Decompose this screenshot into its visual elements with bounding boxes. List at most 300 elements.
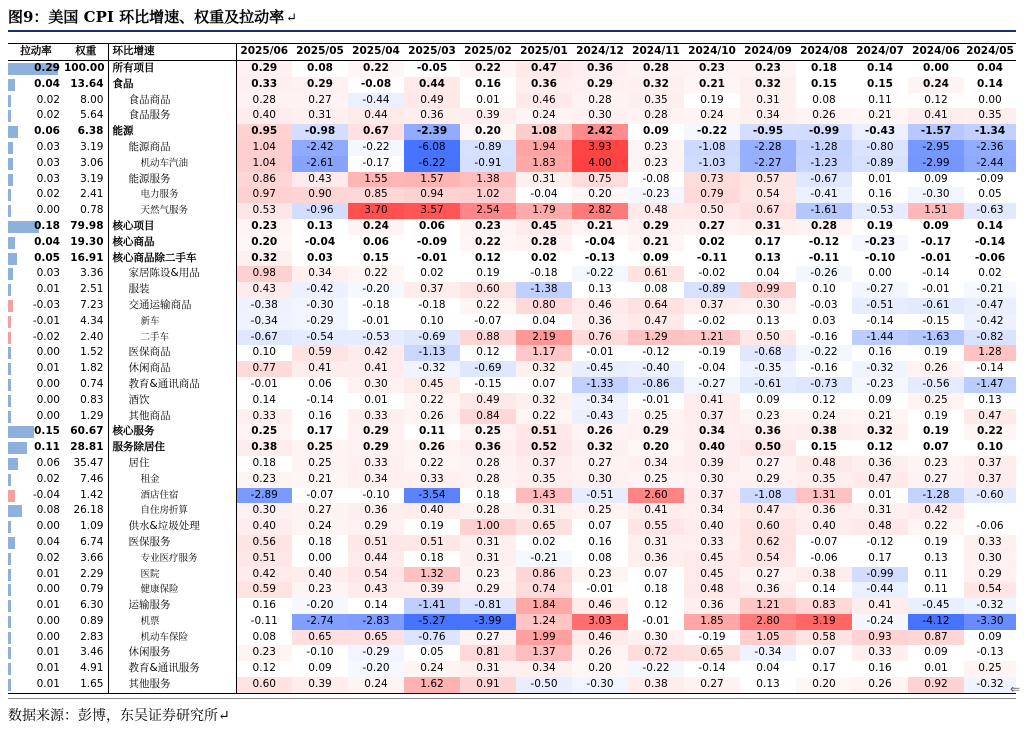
item-label: 核心商品	[108, 235, 236, 251]
mom-value-cell: 0.94	[404, 187, 460, 203]
mom-value-cell: 0.36	[460, 440, 516, 456]
mom-value-cell: 0.24	[516, 108, 572, 124]
mom-value-cell: 0.33	[852, 645, 908, 661]
contribution-cell	[8, 377, 64, 393]
mom-value-cell: 0.10	[977, 441, 1003, 454]
mom-value-cell: 0.03	[307, 251, 333, 264]
mom-value-cell: 0.65	[292, 630, 348, 646]
mom-value-cell: -0.02	[698, 314, 726, 327]
mom-value-cell: 2.82	[572, 203, 628, 219]
mom-value-cell: 0.23	[684, 61, 740, 77]
mom-value-cell: -0.14	[976, 362, 1004, 375]
mom-value-cell: 0.09	[924, 646, 948, 659]
item-label: 食品商品	[108, 93, 236, 109]
mom-value-cell: 1.83	[516, 156, 572, 172]
mom-value-cell: 0.41	[292, 361, 348, 377]
mom-value-cell: -0.01	[642, 393, 670, 406]
mom-value-cell: 0.91	[460, 677, 516, 693]
column-header: 2024/11	[628, 44, 684, 61]
mom-value-cell: 0.44	[348, 108, 404, 124]
contribution-value: 0.02	[36, 109, 60, 122]
mom-value-cell: 3.57	[404, 203, 460, 219]
mom-value-cell: 0.22	[404, 456, 460, 472]
mom-value-cell: 0.00	[923, 62, 949, 74]
mom-value-cell: 1.85	[684, 614, 740, 630]
mom-value-cell: 0.12	[644, 599, 668, 612]
table-row	[8, 298, 1016, 314]
mom-value-cell: 0.51	[404, 535, 460, 551]
mom-value-cell: 0.52	[516, 440, 572, 456]
mom-value-cell: -0.22	[572, 266, 628, 282]
item-label: 其他商品	[108, 409, 236, 425]
mom-value-cell: -0.96	[292, 203, 348, 219]
source-note: 数据来源：彭博，东吴证券研究所↵	[8, 708, 230, 724]
weight-cell: 35.47	[64, 456, 108, 472]
contribution-value: 0.03	[36, 267, 60, 280]
mom-value-cell: 0.07	[588, 520, 612, 533]
table-row	[8, 393, 1016, 409]
mom-value-cell: 0.14	[977, 219, 1003, 232]
weight-cell: 26.18	[64, 503, 108, 519]
mom-value-cell: -0.30	[908, 187, 964, 203]
mom-value-cell: 0.08	[812, 93, 836, 106]
contribution-value: 0.02	[36, 188, 60, 201]
weight-cell: 1.42	[64, 488, 108, 504]
mom-value-cell: 0.45	[404, 377, 460, 393]
mom-value-cell: -0.98	[292, 124, 348, 140]
mom-value-cell: -3.54	[404, 488, 460, 504]
mom-value-cell: 0.54	[740, 187, 796, 203]
contribution-bar	[8, 237, 15, 249]
mom-value-cell: 2.19	[516, 330, 572, 346]
mom-value-cell: 0.28	[236, 93, 292, 109]
mom-value-cell: -1.41	[404, 598, 460, 614]
mom-value-cell: -0.03	[810, 298, 838, 311]
mom-value-cell: -0.19	[698, 630, 726, 643]
mom-value-cell: 0.39	[684, 456, 740, 472]
mom-value-cell: 3.19	[796, 614, 852, 630]
mom-value-cell: -0.16	[810, 362, 838, 375]
figure-title: 图9：美国 CPI 环比增速、权重及拉动率 ↵	[8, 8, 298, 26]
item-label: 服务除居住	[108, 440, 236, 456]
mom-value-cell: 0.31	[460, 661, 516, 677]
mom-value-cell: 0.30	[740, 298, 796, 314]
mom-value-cell: 0.29	[628, 424, 684, 440]
mom-value-cell: 1.84	[516, 598, 572, 614]
mom-value-cell: 0.31	[460, 551, 516, 567]
mom-value-cell: 0.42	[908, 503, 964, 519]
edge-arrow-icon: ⇐	[1009, 682, 1020, 696]
contribution-value: -0.02	[32, 330, 60, 343]
mom-value-cell: 0.27	[292, 93, 348, 109]
mom-value-cell: 0.17	[307, 425, 333, 438]
contribution-cell	[8, 140, 64, 156]
mom-value-cell: 0.21	[852, 108, 908, 124]
mom-value-cell: 0.41	[852, 598, 908, 614]
mom-value-cell: -0.11	[808, 251, 840, 264]
mom-value-cell: 0.11	[924, 583, 948, 596]
mom-value-cell: 0.06	[419, 219, 445, 232]
mom-value-cell: -0.01	[416, 251, 448, 264]
mom-value-cell: 0.40	[684, 440, 740, 456]
contribution-cell	[8, 235, 64, 251]
mom-value-cell: 0.13	[978, 393, 1002, 406]
mom-value-cell: 0.16	[868, 662, 892, 675]
contribution-bar	[8, 142, 13, 154]
mom-value-cell: 0.37	[404, 282, 460, 298]
mom-value-cell: 0.24	[684, 108, 740, 124]
mom-value-cell: -0.13	[584, 251, 616, 264]
mom-value-cell: 0.33	[684, 535, 740, 551]
mom-value-cell: 1.21	[740, 598, 796, 614]
mom-value-cell: -0.06	[810, 551, 838, 564]
item-label: 食品服务	[108, 108, 236, 124]
contribution-bar	[8, 679, 11, 691]
contribution-value: 0.08	[36, 504, 60, 517]
weight-cell: 3.36	[64, 266, 108, 282]
title-rule	[8, 30, 1016, 32]
mom-value-cell: -0.56	[908, 377, 964, 393]
mom-value-cell: 4.00	[572, 156, 628, 172]
mom-value-cell: -2.39	[404, 124, 460, 140]
mom-value-cell: 1.79	[516, 203, 572, 219]
mom-value-cell: -0.10	[362, 488, 390, 501]
item-label: 其他服务	[108, 677, 236, 693]
contribution-value: 0.15	[34, 425, 60, 438]
contribution-cell	[8, 187, 64, 203]
mom-value-cell: -0.99	[852, 567, 908, 583]
weight-cell: 3.66	[64, 551, 108, 567]
mom-value-cell: -0.35	[740, 361, 796, 377]
column-header: 2024/08	[796, 44, 852, 61]
mom-value-cell: 0.40	[684, 519, 740, 535]
mom-value-cell: -0.22	[796, 345, 852, 361]
mom-value-cell: 0.14	[364, 599, 388, 612]
mom-value-cell: 0.22	[348, 61, 404, 77]
contribution-value: 0.00	[36, 377, 60, 390]
mom-value-cell: 1.32	[404, 567, 460, 583]
mom-value-cell: -0.11	[696, 251, 728, 264]
mom-value-cell: 0.13	[588, 283, 612, 296]
item-label: 健康保险	[108, 582, 236, 598]
mom-value-cell: 0.31	[740, 219, 796, 235]
mom-value-cell: -1.28	[796, 140, 852, 156]
table-row	[8, 488, 1016, 504]
item-label: 居住	[108, 456, 236, 472]
mom-value-cell: 0.29	[460, 582, 516, 598]
mom-value-cell: 0.01	[476, 93, 500, 106]
mom-value-cell: 0.19	[924, 346, 948, 359]
mom-value-cell: 0.28	[460, 456, 516, 472]
mom-value-cell: 0.65	[348, 630, 404, 646]
mom-value-cell: -0.10	[306, 646, 334, 659]
contribution-cell	[8, 630, 64, 646]
mom-value-cell: 0.29	[572, 77, 628, 93]
mom-value-cell: -2.83	[348, 614, 404, 630]
mom-value-cell: -0.61	[740, 377, 796, 393]
mom-value-cell: 0.09	[868, 393, 892, 406]
contribution-bar	[8, 521, 11, 533]
mom-value-cell: -0.53	[852, 203, 908, 219]
mom-value-cell: 1.05	[740, 630, 796, 646]
contribution-bar	[8, 205, 11, 217]
mom-value-cell: 1.21	[684, 330, 740, 346]
mom-value-cell: -0.82	[964, 330, 1016, 346]
contribution-value: 0.06	[34, 125, 60, 138]
weight-cell: 79.98	[64, 219, 108, 235]
mom-value-cell: 0.47	[964, 409, 1016, 425]
contribution-value: 0.11	[34, 441, 60, 454]
mom-value-cell: 0.36	[628, 551, 684, 567]
contribution-bar	[8, 347, 11, 359]
item-label: 医院	[108, 567, 236, 583]
mom-value-cell: 0.04	[532, 314, 556, 327]
mom-value-cell: 0.95	[236, 124, 292, 140]
contribution-value: -0.04	[32, 488, 60, 501]
contribution-value: 0.01	[36, 362, 60, 375]
mom-value-cell: 0.09	[756, 393, 780, 406]
mom-value-cell: 0.92	[908, 677, 964, 693]
mom-value-cell: -0.32	[404, 361, 460, 377]
mom-value-cell: 0.46	[572, 298, 628, 314]
mom-value-cell: 0.02	[532, 535, 556, 548]
mom-value-cell: -0.18	[530, 267, 558, 280]
mom-value-cell: 0.22	[404, 393, 460, 409]
mom-value-cell: -0.89	[852, 156, 908, 172]
item-label: 家居陈设&用品	[108, 266, 236, 282]
mom-value-cell: -0.14	[866, 314, 894, 327]
mom-value-cell: 0.46	[572, 598, 628, 614]
mom-value-cell: 0.19	[924, 535, 948, 548]
mom-value-cell: 0.36	[740, 582, 796, 598]
mom-value-cell: 0.73	[684, 172, 740, 188]
mom-value-cell: 0.13	[755, 251, 781, 264]
mom-value-cell: 0.28	[628, 61, 684, 77]
mom-value-cell: -0.34	[740, 645, 796, 661]
mom-value-cell: 2.54	[460, 203, 516, 219]
weight-cell: 2.83	[64, 630, 108, 646]
contribution-cell	[8, 93, 64, 109]
weight-cell: 0.74	[64, 377, 108, 393]
cpi-table-wrapper	[8, 43, 1016, 694]
contribution-bar	[8, 253, 17, 265]
mom-value-cell: 0.79	[684, 187, 740, 203]
contribution-bar	[8, 505, 22, 517]
mom-value-cell: 0.37	[684, 298, 740, 314]
contribution-cell	[8, 298, 64, 314]
mom-value-cell: 3.70	[348, 203, 404, 219]
weight-cell: 7.46	[64, 472, 108, 488]
mom-value-cell: 0.32	[852, 424, 908, 440]
mom-value-cell: -0.34	[236, 314, 292, 330]
weight-cell: 19.30	[64, 235, 108, 251]
mom-value-cell: 0.31	[516, 172, 572, 188]
column-header: 2025/04	[348, 44, 404, 61]
mom-value-cell: 0.27	[292, 503, 348, 519]
mom-value-cell: -2.61	[292, 156, 348, 172]
contribution-cell	[8, 535, 64, 551]
mom-value-cell: 0.28	[796, 219, 852, 235]
contribution-cell	[8, 567, 64, 583]
mom-value-cell: -0.14	[306, 393, 334, 406]
mom-value-cell: -0.17	[920, 235, 952, 248]
mom-value-cell: 0.01	[364, 393, 388, 406]
mom-value-cell: 0.16	[868, 346, 892, 359]
weight-cell: 0.89	[64, 614, 108, 630]
mom-value-cell: 0.15	[811, 441, 837, 454]
mom-value-cell: 1.29	[628, 330, 684, 346]
mom-value-cell: 0.43	[236, 282, 292, 298]
mom-value-cell: 0.08	[644, 283, 668, 296]
mom-value-cell: -0.22	[684, 124, 740, 140]
mom-value-cell: 2.42	[572, 124, 628, 140]
column-header: 环比增速	[108, 44, 236, 61]
mom-value-cell: 0.75	[572, 172, 628, 188]
mom-value-cell: 0.13	[756, 314, 780, 327]
mom-value-cell: -0.86	[628, 377, 684, 393]
table-row	[8, 551, 1016, 567]
table-row	[8, 266, 1016, 282]
mom-value-cell: 0.19	[867, 219, 893, 232]
contribution-cell	[8, 314, 64, 330]
mom-value-cell: 0.36	[516, 77, 572, 93]
table-row	[8, 582, 1016, 598]
weight-cell: 2.41	[64, 187, 108, 203]
mom-value-cell: 0.29	[348, 440, 404, 456]
weight-cell: 3.46	[64, 645, 108, 661]
mom-value-cell: 0.12	[924, 93, 948, 106]
mom-value-cell: 0.27	[740, 567, 796, 583]
mom-value-cell: 0.84	[460, 409, 516, 425]
mom-value-cell: -0.01	[922, 283, 950, 296]
contribution-value: 0.00	[36, 409, 60, 422]
mom-value-cell: 0.50	[740, 440, 796, 456]
contribution-value: 0.00	[36, 346, 60, 359]
mom-value-cell: 0.25	[572, 503, 628, 519]
mom-value-cell: 0.29	[348, 424, 404, 440]
mom-value-cell: 2.60	[628, 488, 684, 504]
mom-value-cell: 0.27	[684, 219, 740, 235]
contribution-bar	[8, 300, 13, 312]
contribution-bar	[8, 411, 11, 423]
table-row	[8, 409, 1016, 425]
mom-value-cell: 0.29	[292, 77, 348, 93]
mom-value-cell: 0.22	[964, 424, 1016, 440]
mom-value-cell: -0.05	[416, 62, 448, 74]
mom-value-cell: -1.23	[796, 156, 852, 172]
mom-value-cell: 0.93	[852, 630, 908, 646]
item-label: 休闲商品	[108, 361, 236, 377]
mom-value-cell: 0.59	[292, 345, 348, 361]
mom-value-cell: 0.44	[404, 77, 460, 93]
mom-value-cell: -0.42	[964, 314, 1016, 330]
mom-value-cell: 0.60	[460, 282, 516, 298]
item-label: 能源	[108, 124, 236, 140]
mom-value-cell: -0.11	[250, 614, 278, 627]
column-header: 2024/06	[908, 44, 964, 61]
item-label: 二手车	[108, 330, 236, 346]
mom-value-cell: 0.34	[740, 108, 796, 124]
mom-value-cell: -2.44	[964, 156, 1016, 172]
column-header: 2024/09	[740, 44, 796, 61]
mom-value-cell: 0.30	[572, 108, 628, 124]
mom-value-cell: 0.25	[908, 393, 964, 409]
contribution-bar	[8, 268, 13, 280]
mom-value-cell: 0.26	[572, 645, 628, 661]
mom-value-cell: 0.39	[404, 582, 460, 598]
mom-value-cell: 0.61	[628, 266, 684, 282]
mom-value-cell: 0.41	[628, 503, 684, 519]
contribution-value: 0.00	[36, 393, 60, 406]
contribution-value: 0.01	[36, 646, 60, 659]
mom-value-cell: 0.26	[852, 677, 908, 693]
mom-value-cell: 0.30	[964, 551, 1016, 567]
mom-value-cell: -0.91	[460, 156, 516, 172]
contribution-bar	[8, 490, 15, 502]
mom-value-cell: 0.56	[236, 535, 292, 551]
mom-value-cell: 0.40	[292, 567, 348, 583]
mom-value-cell: 0.23	[292, 582, 348, 598]
contribution-cell	[8, 503, 64, 519]
mom-value-cell: 0.45	[516, 219, 572, 235]
item-label: 教育&通讯服务	[108, 661, 236, 677]
weight-cell: 4.91	[64, 661, 108, 677]
mom-value-cell: 0.07	[644, 567, 668, 580]
mom-value-cell: 0.20	[460, 124, 516, 140]
mom-value-cell: 0.07	[532, 377, 556, 390]
mom-value-cell: 0.12	[476, 346, 500, 359]
mom-value-cell: 1.00	[460, 519, 516, 535]
mom-value-cell: -0.89	[460, 140, 516, 156]
mom-value-cell: 0.16	[308, 409, 332, 422]
table-row	[8, 108, 1016, 124]
mom-value-cell: -0.30	[572, 677, 628, 693]
mom-value-cell: 1.24	[516, 614, 572, 630]
mom-value-cell: -0.13	[976, 646, 1004, 659]
mom-value-cell: 0.22	[460, 235, 516, 251]
table-row	[8, 377, 1016, 393]
mom-value-cell: -0.29	[348, 645, 404, 661]
mom-value-cell: 0.60	[740, 519, 796, 535]
table-row	[8, 124, 1016, 140]
weight-cell: 3.19	[64, 140, 108, 156]
mom-value-cell: 0.23	[460, 567, 516, 583]
mom-value-cell: 0.58	[796, 630, 852, 646]
mom-value-cell: 0.24	[908, 77, 964, 93]
mom-value-cell: 0.48	[852, 519, 908, 535]
mom-value-cell: -0.22	[348, 140, 404, 156]
table-row	[8, 472, 1016, 488]
contribution-value: 0.00	[36, 614, 60, 627]
item-label: 教育&通讯商品	[108, 377, 236, 393]
contribution-cell	[8, 266, 64, 282]
mom-value-cell: -0.73	[796, 377, 852, 393]
item-label: 新车	[108, 314, 236, 330]
mom-value-cell: 1.62	[404, 677, 460, 693]
mom-value-cell: -0.09	[416, 235, 448, 248]
mom-value-cell: -0.23	[628, 187, 684, 203]
contribution-cell	[8, 582, 64, 598]
mom-value-cell: 0.24	[796, 409, 852, 425]
mom-value-cell: -0.42	[292, 282, 348, 298]
mom-value-cell: -6.22	[404, 156, 460, 172]
mom-value-cell: 0.49	[460, 393, 516, 409]
weight-cell: 1.52	[64, 345, 108, 361]
mom-value-cell: 0.05	[420, 646, 444, 659]
mom-value-cell: -2.27	[740, 156, 796, 172]
mom-value-cell: 0.37	[964, 472, 1016, 488]
contribution-bar	[8, 284, 11, 296]
